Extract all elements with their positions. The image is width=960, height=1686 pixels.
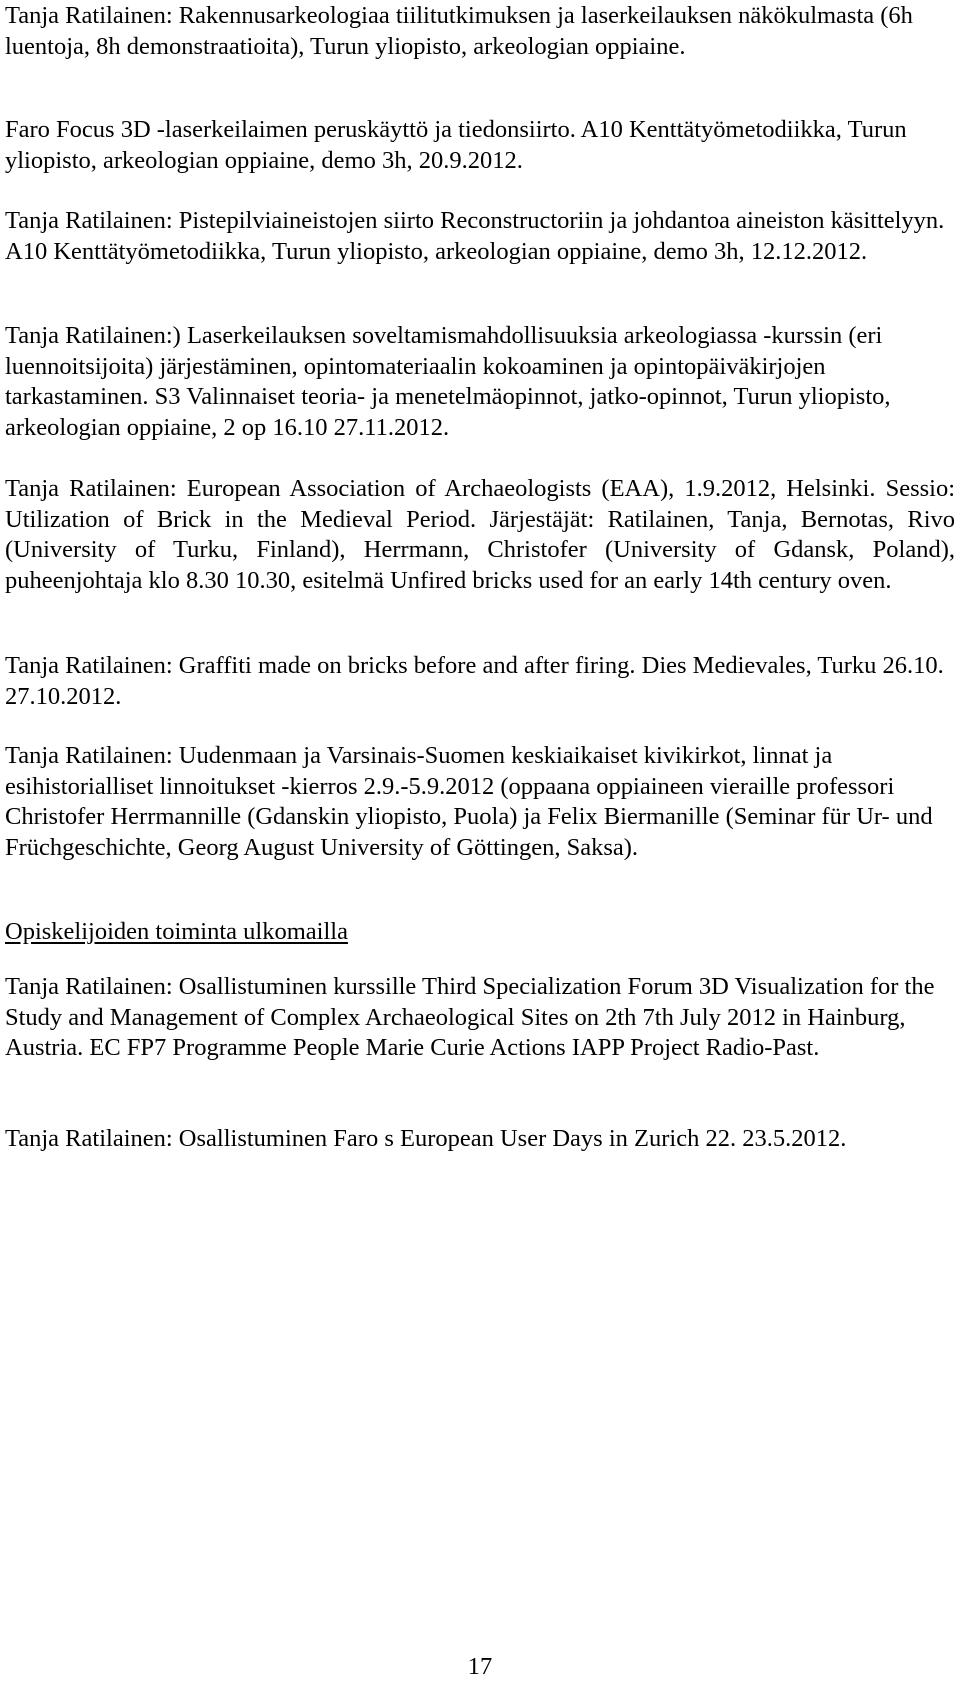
paragraph-eaa-session: Tanja Ratilainen: European Association of Archaeologists (EAA), 1.9.2012, Helsinki. Sessio: Utilization of Brick in the Medieval Period. Järjestäjät: Ratilainen, Tanja, Bernotas, Rivo (University of Turku, Finland), Herrmann, Christofer (University of Gdansk, Poland), puheenjohtaja klo 8.30 10.30, esitelmä Unfired bricks used for an early 14th century oven.: [5, 475, 955, 594]
paragraph-excursion-tour: Tanja Ratilainen: Uudenmaan ja Varsinais-Suomen keskiaikaiset kivikirkot, linnat ja esihistorialliset linnoitukset -kierros 2.9.-5.9.2012 (oppaana oppiaineen vieraille professori Christofer Herrmannille (Gdanskin yliopisto, Puola) ja Felix Biermanille (Seminar für Ur- und Früchgeschichte, Georg August University of Göttingen, Saksa).: [5, 742, 933, 861]
paragraph-course-lectures: Tanja Ratilainen: Rakennusarkeologiaa tiilitutkimuksen ja laserkeilauksen näkökulmasta (6h luentoja, 8h demonstraatioita), Turun yliopisto, arkeologian oppiaine.: [5, 2, 913, 60]
paragraph-reconstructor-demo: Tanja Ratilainen: Pistepilviaineistojen siirto Reconstructoriin ja johdantoa aineiston käsittelyyn. A10 Kenttätyömetodiikka, Turun yliopisto, arkeologian oppiaine, demo 3h, 12.12.2012.: [5, 207, 945, 265]
page-number: 17: [467, 1653, 493, 1680]
paragraph-laserkeilaus-course: Tanja Ratilainen:) Laserkeilauksen soveltamismahdollisuuksia arkeologiassa -kurssin (eri luennoitsijoita) järjestäminen, opintomateriaalin kokoaminen ja opintopäiväkirjojen tarkastaminen. S3 Valinnaiset teoria- ja menetelmäopinnot, jatko-opinnot, Turun yliopisto, arkeologian oppiaine, 2 op 16.10 27.11.2012.: [5, 322, 891, 441]
paragraph-graffiti-talk: Tanja Ratilainen: Graffiti made on bricks before and after firing. Dies Medievales, Turku 26.10. 27.10.2012.: [5, 652, 944, 710]
paragraph-faro-demo: Faro Focus 3D -laserkeilaimen peruskäyttö ja tiedonsiirto. A10 Kenttätyömetodiikka, Turun yliopisto, arkeologian oppiaine, demo 3h, 20.9.2012.: [5, 116, 907, 174]
paragraph-specialization-forum: Tanja Ratilainen: Osallistuminen kurssille Third Specialization Forum 3D Visualization for the Study and Management of Complex Archaeological Sites on 2th 7th July 2012 in Hainburg, Austria. EC FP7 Programme People Marie Curie Actions IAPP Project Radio-Past.: [5, 973, 935, 1061]
paragraph-faro-user-days: Tanja Ratilainen: Osallistuminen Faro s European User Days in Zurich 22. 23.5.2012.: [5, 1125, 847, 1152]
section-heading: Opiskelijoiden toiminta ulkomailla: [5, 918, 348, 945]
